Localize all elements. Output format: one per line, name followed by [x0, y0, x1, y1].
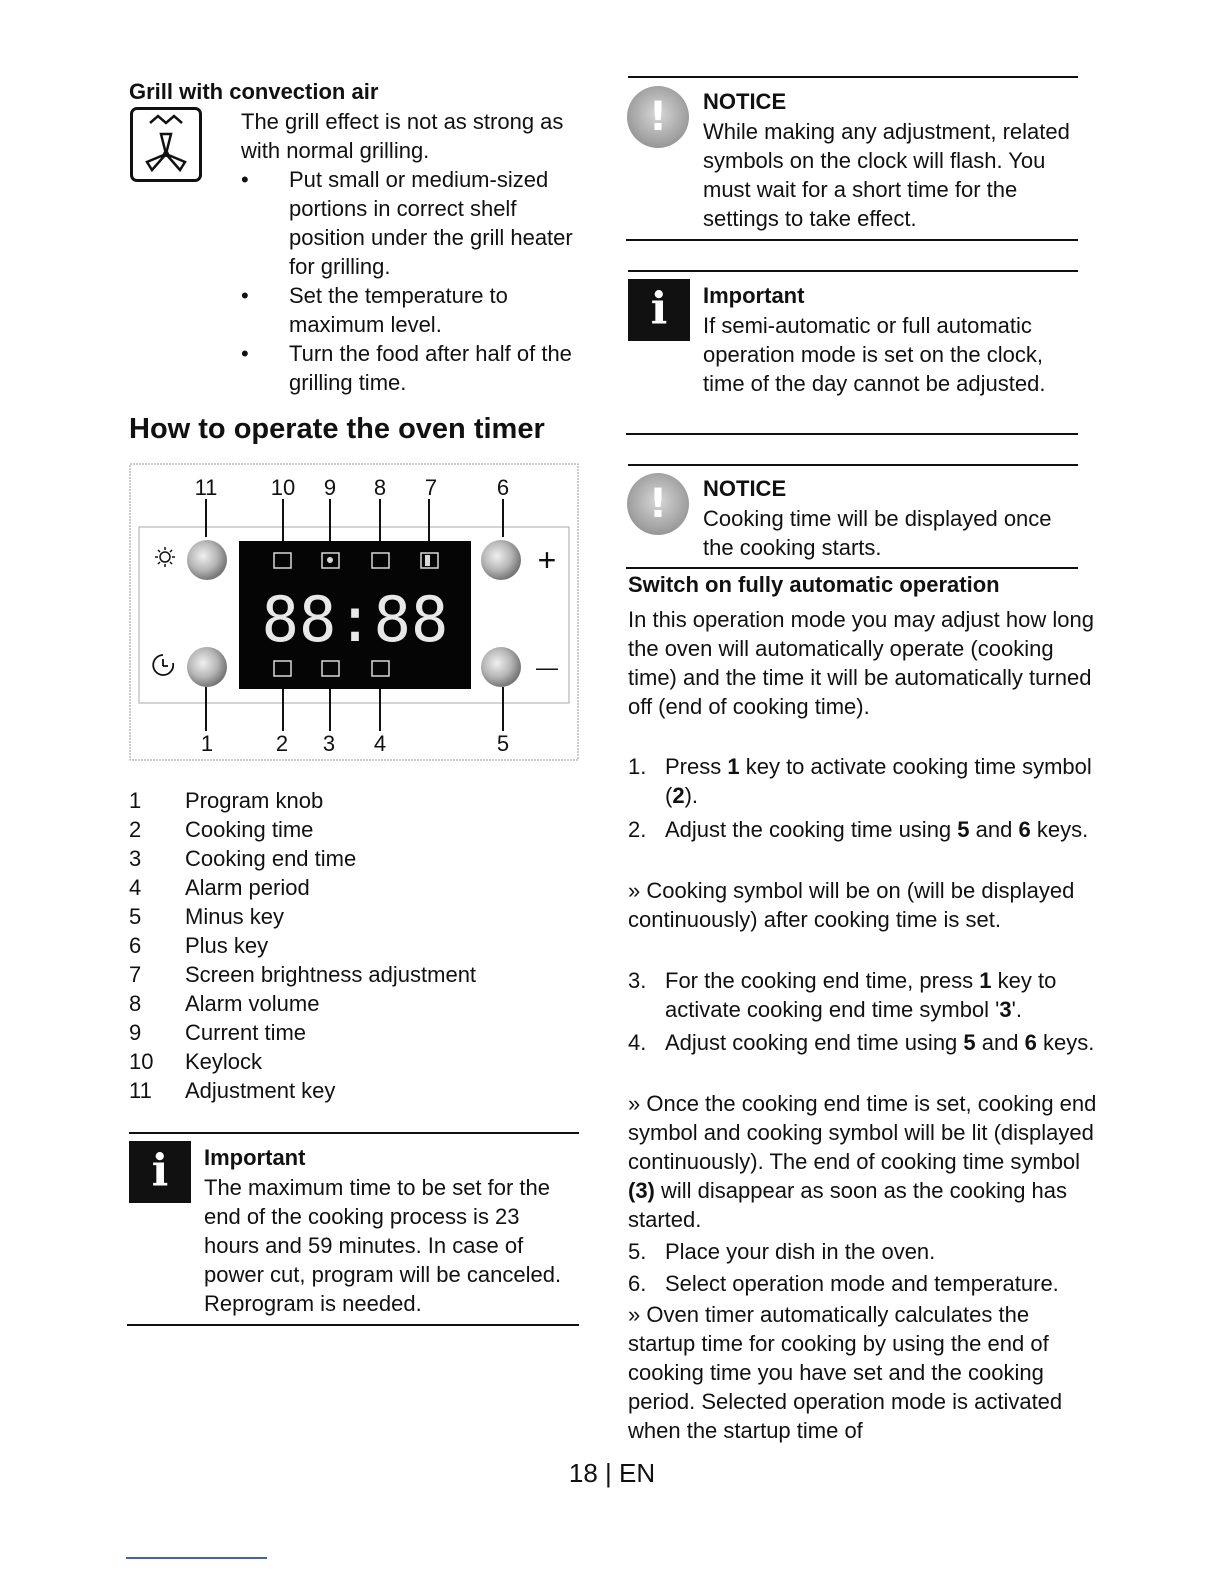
callout-number: 5	[496, 731, 510, 756]
auto-operation-intro: In this operation mode you may adjust how long the oven will automatically operate (cooking time) and the time it will be automatically turned off (end of cooking time).	[628, 607, 1094, 719]
divider	[628, 270, 1078, 272]
legend-number: 7	[129, 962, 142, 987]
step-text: For the cooking end time, press 1 key to activate cooking end time symbol '3'.	[665, 968, 1057, 1022]
step-text: Select operation mode and temperature.	[665, 1271, 1059, 1296]
grill-description: The grill effect is not as strong as with normal grilling.	[241, 109, 564, 163]
legend-label: Keylock	[185, 1049, 263, 1074]
callout-number: 11	[194, 475, 218, 500]
legend-label: Alarm period	[185, 875, 310, 900]
legend-row	[129, 1076, 569, 1105]
legend-label: Cooking end time	[185, 846, 357, 871]
grill-bullet	[241, 165, 571, 281]
notice-title: NOTICE	[703, 476, 787, 501]
info-icon: i	[628, 279, 690, 341]
bullet-dot: •	[241, 341, 249, 366]
display-digits: 88:88	[261, 583, 449, 656]
auto-operation-heading: Switch on fully automatic operation	[628, 572, 1000, 597]
legend-row	[129, 960, 569, 989]
step-5	[628, 1237, 1098, 1268]
step-6	[628, 1269, 1098, 1300]
legend-row	[129, 873, 569, 902]
bullet-dot: •	[241, 283, 249, 308]
callout-number: 2	[275, 731, 289, 756]
legend-row	[129, 902, 569, 931]
legend-label: Program knob	[185, 788, 324, 813]
step-1	[628, 752, 1098, 814]
step-number: 1.	[628, 754, 647, 779]
step-4	[628, 1028, 1098, 1090]
step-number: 6.	[628, 1271, 647, 1296]
timer-legend	[129, 786, 569, 1105]
result-1: » Cooking symbol will be on (will be displayed continuously) after cooking time is set.	[628, 878, 1075, 932]
step-text: Place your dish in the oven.	[665, 1239, 936, 1264]
step-text: Adjust the cooking time using 5 and 6 keys.	[665, 817, 1089, 842]
bullet-text: Set the temperature to maximum level.	[289, 283, 508, 337]
important-title: Important	[703, 283, 805, 308]
legend-number: 11	[129, 1078, 152, 1103]
grill-bullet	[241, 339, 571, 397]
divider	[127, 1324, 579, 1326]
important-text: If semi-automatic or full automatic operation mode is set on the clock, time of the day cannot be adjusted.	[703, 313, 1046, 396]
callout-number: 4	[373, 731, 387, 756]
divider	[628, 464, 1078, 466]
grill-bullet	[241, 281, 571, 339]
legend-row	[129, 815, 569, 844]
legend-number: 4	[129, 875, 142, 900]
legend-number: 2	[129, 817, 142, 842]
legend-label: Adjustment key	[185, 1078, 336, 1103]
notice-text: While making any adjustment, related symbols on the clock will flash. You must wait for a short time for the settings to take effect.	[703, 119, 1070, 231]
legend-number: 9	[129, 1020, 142, 1045]
plus-key[interactable]	[481, 540, 521, 580]
brightness-icon	[155, 547, 175, 567]
callout-number: 8	[373, 475, 387, 500]
legend-label: Screen brightness adjustment	[185, 962, 477, 987]
legend-label: Minus key	[185, 904, 285, 929]
bullet-text: Put small or medium-sized portions in correct shelf position under the grill heater for grilling.	[289, 167, 573, 279]
legend-number: 3	[129, 846, 142, 871]
timer-heading: How to operate the oven timer	[129, 413, 545, 445]
callout-number: 6	[496, 475, 510, 500]
footer-line	[126, 1557, 267, 1559]
step-text: Adjust cooking end time using 5 and 6 keys.	[665, 1030, 1095, 1055]
notice-text: Cooking time will be displayed once the cooking starts.	[703, 506, 1052, 560]
legend-number: 5	[129, 904, 142, 929]
clock-icon	[153, 655, 173, 675]
callout-number: 1	[200, 731, 214, 756]
step-number: 2.	[628, 817, 647, 842]
legend-number: 8	[129, 991, 142, 1016]
legend-number: 10	[129, 1049, 154, 1074]
step-number: 5.	[628, 1239, 647, 1264]
legend-label: Current time	[185, 1020, 307, 1045]
warning-icon: !	[627, 86, 689, 148]
minus-sign: —	[536, 655, 558, 680]
adjustment-knob[interactable]	[187, 540, 227, 580]
timer-diagram	[129, 463, 579, 761]
callout-number: 10	[270, 475, 296, 500]
step-number: 4.	[628, 1030, 647, 1055]
legend-row	[129, 1047, 569, 1076]
step-2	[628, 815, 1098, 877]
plus-sign: +	[537, 542, 557, 578]
minus-key[interactable]	[481, 647, 521, 687]
divider	[626, 239, 1078, 241]
step-text: Press 1 key to activate cooking time symbol (2).	[665, 754, 1092, 808]
bullet-dot: •	[241, 167, 249, 192]
result-2: » Once the cooking end time is set, cooking end symbol and cooking symbol will be lit (displayed continuously). The end of cooking time symbol (3) will disappear as soon as the cooking has started.	[628, 1091, 1097, 1232]
legend-label: Cooking time	[185, 817, 314, 842]
legend-number: 1	[129, 788, 142, 813]
callout-number: 7	[424, 475, 438, 500]
divider	[626, 567, 1078, 569]
callout-number: 9	[323, 475, 337, 500]
info-icon: i	[129, 1141, 191, 1203]
legend-number: 6	[129, 933, 142, 958]
legend-label: Plus key	[185, 933, 269, 958]
divider	[628, 76, 1078, 78]
step-number: 3.	[628, 968, 647, 993]
program-knob[interactable]	[187, 647, 227, 687]
important-text: The maximum time to be set for the end of the cooking process is 23 hours and 59 minutes. In case of power cut, program will be canceled. Reprogram is needed.	[204, 1175, 562, 1316]
legend-row	[129, 786, 569, 815]
notice-title: NOTICE	[703, 89, 787, 114]
legend-row	[129, 1018, 569, 1047]
result-3: » Oven timer automatically calculates the startup time for cooking by using the end of cooking time you have set and the cooking period. Selected operation mode is activated when the startup time of	[628, 1302, 1063, 1443]
legend-row	[129, 844, 569, 873]
divider	[626, 433, 1078, 435]
callout-number: 3	[322, 731, 336, 756]
page-number: 18 | EN	[568, 1458, 656, 1488]
divider	[129, 1132, 579, 1134]
important-title: Important	[204, 1145, 306, 1170]
grill-section-title: Grill with convection air	[129, 79, 379, 104]
warning-icon: !	[627, 473, 689, 535]
legend-row	[129, 989, 569, 1018]
bullet-text: Turn the food after half of the grilling time.	[289, 341, 572, 395]
legend-label: Alarm volume	[185, 991, 320, 1016]
legend-row	[129, 931, 569, 960]
step-3	[628, 966, 1098, 1028]
grill-fan-icon	[130, 107, 202, 182]
